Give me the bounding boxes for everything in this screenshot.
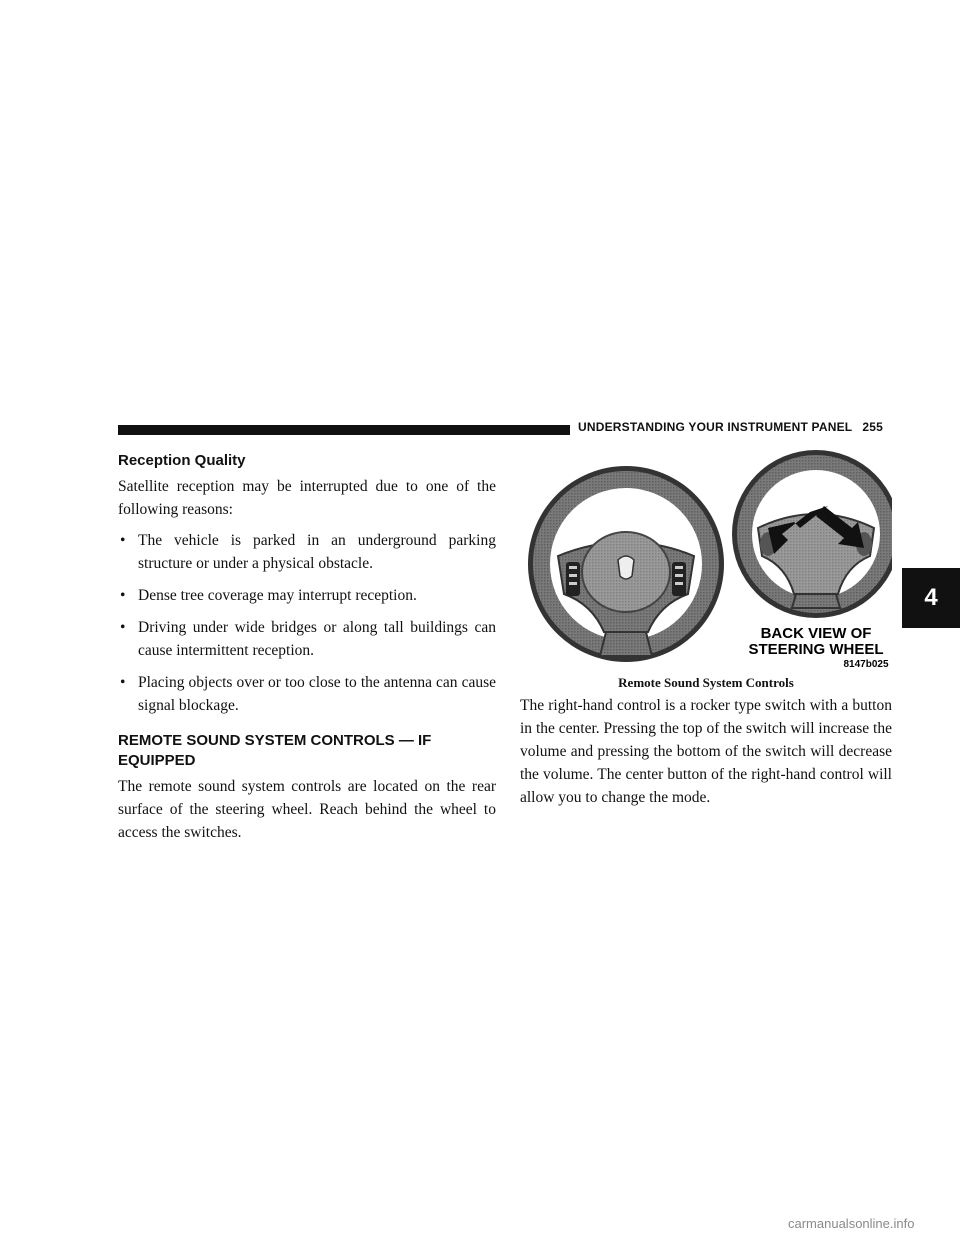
reception-list <box>118 529 496 717</box>
right-control-paragraph: The right-hand control is a rocker type switch with a button in the center. Pressing the top of the switch will increase the volume and pressing the bottom of the switch will decrease the volume. The center button of the right-hand control will allow you to change the mode. <box>520 697 892 806</box>
list-item: • Driving under wide bridges or along tall buildings can cause intermittent reception. <box>118 616 496 662</box>
back-wheel-icon <box>732 450 892 618</box>
section-title: UNDERSTANDING YOUR INSTRUMENT PANEL <box>578 420 853 434</box>
page-number: 255 <box>862 420 883 434</box>
remote-controls-heading: REMOTE SOUND SYSTEM CONTROLS — IF EQUIPPED <box>118 732 432 769</box>
list-item: • The vehicle is parked in an underground parking structure or under a physical obstacle. <box>118 529 496 575</box>
steering-wheel-figure <box>520 448 892 672</box>
remote-controls-paragraph: The remote sound system controls are located on the rear surface of the steering wheel. Reach behind the wheel to access the switches. <box>118 778 496 841</box>
figure-code: 8147b025 <box>843 659 889 670</box>
steering-wheel-illustration <box>520 448 892 672</box>
bullet-icon: • <box>120 619 126 636</box>
figure-label-line1: BACK VIEW OF <box>760 625 872 642</box>
list-item: • Placing objects over or too close to the antenna can cause signal blockage. <box>118 671 496 717</box>
chapter-tab: 4 <box>902 568 960 628</box>
watermark: carmanualsonline.info <box>788 1216 915 1231</box>
right-column <box>520 694 892 809</box>
bullet-icon: • <box>120 674 126 691</box>
left-column <box>118 451 496 844</box>
front-wheel-icon <box>528 466 724 662</box>
figure-label-line2: STEERING WHEEL <box>748 641 884 658</box>
reception-heading: Reception Quality <box>118 452 246 469</box>
header-rule <box>118 425 570 435</box>
bullet-icon: • <box>120 532 126 549</box>
figure-caption: Remote Sound System Controls <box>618 675 794 690</box>
list-item: • Dense tree coverage may interrupt reception. <box>118 584 496 607</box>
bullet-icon: • <box>120 587 126 604</box>
running-header <box>578 420 883 434</box>
reception-intro: Satellite reception may be interrupted due to one of the following reasons: <box>118 478 496 518</box>
